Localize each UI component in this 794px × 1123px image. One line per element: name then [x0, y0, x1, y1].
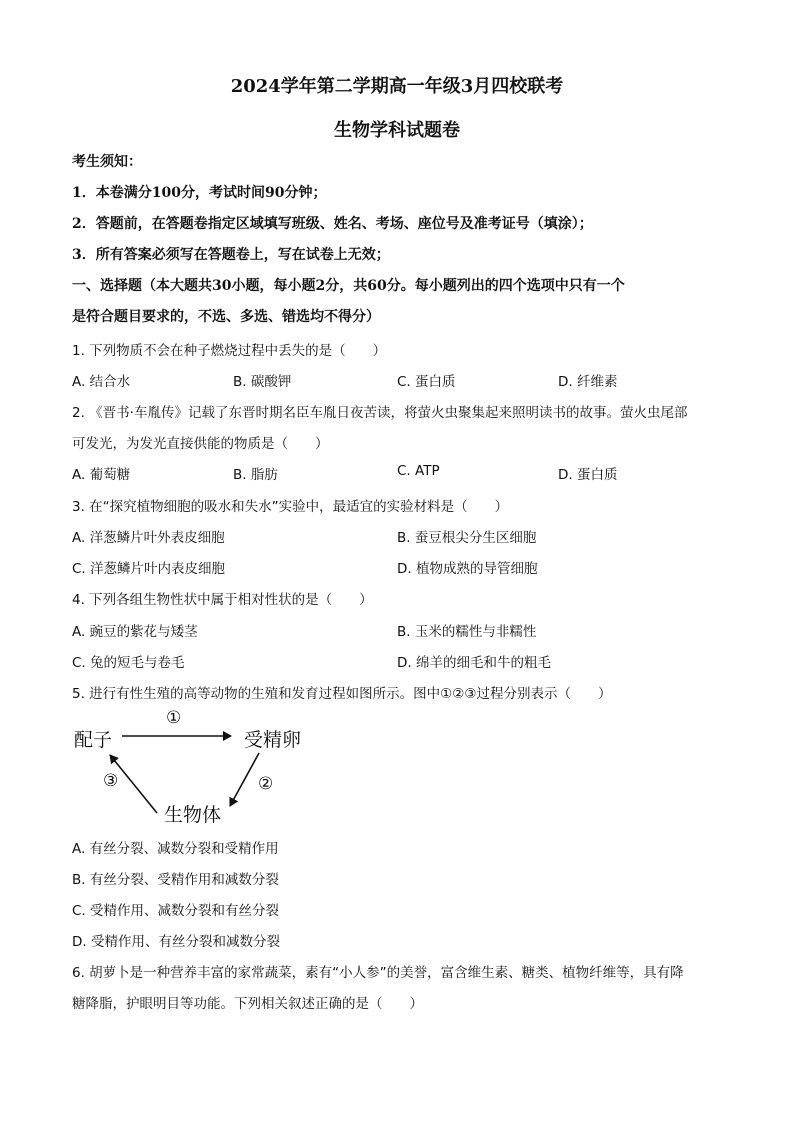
life-cycle-diagram [70, 706, 320, 831]
option-d: D. 植物成熟的导管细胞 [397, 561, 538, 577]
question-stem-cont: 可发光，为发光直接供能的物质是（ ） [72, 436, 329, 452]
option-a: A. 结合水 [72, 374, 131, 390]
option-d: D. 纤维素 [558, 374, 618, 390]
section-heading-cont: 是符合题目要求的，不选、多选、错选均不得分） [72, 309, 380, 325]
notice-item: 3．所有答案必须写在答题卷上，写在试卷上无效； [72, 247, 390, 263]
organism-label: 生物体 [164, 804, 222, 826]
option-d: D. 蛋白质 [558, 467, 618, 483]
notice-item: 1．本卷满分100分，考试时间90分钟； [72, 185, 327, 201]
arrow-2 [230, 753, 259, 806]
section-heading: 一、选择题（本大题共30小题，每小题2分，共60分。每小题列出的四个选项中只有一个 [72, 278, 625, 294]
question-stem: 2. 《晋书·车胤传》记载了东晋时期名臣车胤日夜苦读，将萤火虫聚集起来照明读书的故事。萤火虫尾部 [72, 405, 688, 421]
option-a: A. 有丝分裂、减数分裂和受精作用 [72, 841, 279, 857]
question-stem: 1. 下列物质不会在种子燃烧过程中丢失的是（ ） [72, 343, 387, 359]
option-c: C. ATP [397, 463, 440, 479]
option-d: D. 绵羊的细毛和牛的粗毛 [397, 655, 551, 671]
question-stem: 4. 下列各组生物性状中属于相对性状的是（ ） [72, 592, 373, 608]
option-d: D. 受精作用、有丝分裂和减数分裂 [72, 934, 280, 950]
gamete-label: 配子 [74, 729, 113, 751]
option-b: B. 脂肪 [233, 467, 278, 483]
question-stem: 6. 胡萝卜是一种营养丰富的家常蔬菜，素有“小人参”的美誉，富含维生素、糖类、植物纤维等，具有降 [72, 965, 684, 981]
step-2-marker: ② [258, 774, 274, 794]
option-a: A. 葡萄糖 [72, 467, 131, 483]
notice-item: 2．答题前，在答题卷指定区域填写班级、姓名、考场、座位号及准考证号（填涂）； [72, 216, 593, 232]
question-stem: 3. 在“探究植物细胞的吸水和失水”实验中，最适宜的实验材料是（ ） [72, 499, 509, 515]
option-b: B. 蚕豆根尖分生区细胞 [397, 530, 537, 546]
question-stem: 5. 进行有性生殖的高等动物的生殖和发育过程如图所示。图中①②③过程分别表示（ ） [72, 686, 612, 702]
step-1-marker: ① [166, 708, 182, 728]
option-a: A. 洋葱鳞片叶外表皮细胞 [72, 530, 225, 546]
notice-heading: 考生须知： [72, 154, 142, 170]
option-c: C. 受精作用、减数分裂和有丝分裂 [72, 903, 280, 919]
option-c: C. 洋葱鳞片叶内表皮细胞 [72, 561, 226, 577]
step-3-marker: ③ [103, 771, 119, 791]
page-subtitle: 生物学科试题卷 [334, 120, 460, 141]
option-b: B. 玉米的糯性与非糯性 [397, 624, 537, 640]
zygote-label: 受精卵 [244, 729, 302, 751]
page-title: 2024学年第二学期高一年级3月四校联考 [230, 76, 564, 97]
option-b: B. 有丝分裂、受精作用和减数分裂 [72, 872, 279, 888]
question-stem-cont: 糖降脂，护眼明目等功能。下列相关叙述正确的是（ ） [72, 996, 423, 1012]
option-c: C. 兔的短毛与卷毛 [72, 655, 185, 671]
option-c: C. 蛋白质 [397, 374, 456, 390]
option-b: B. 碳酸钾 [233, 374, 292, 390]
option-a: A. 豌豆的紫花与矮茎 [72, 624, 198, 640]
